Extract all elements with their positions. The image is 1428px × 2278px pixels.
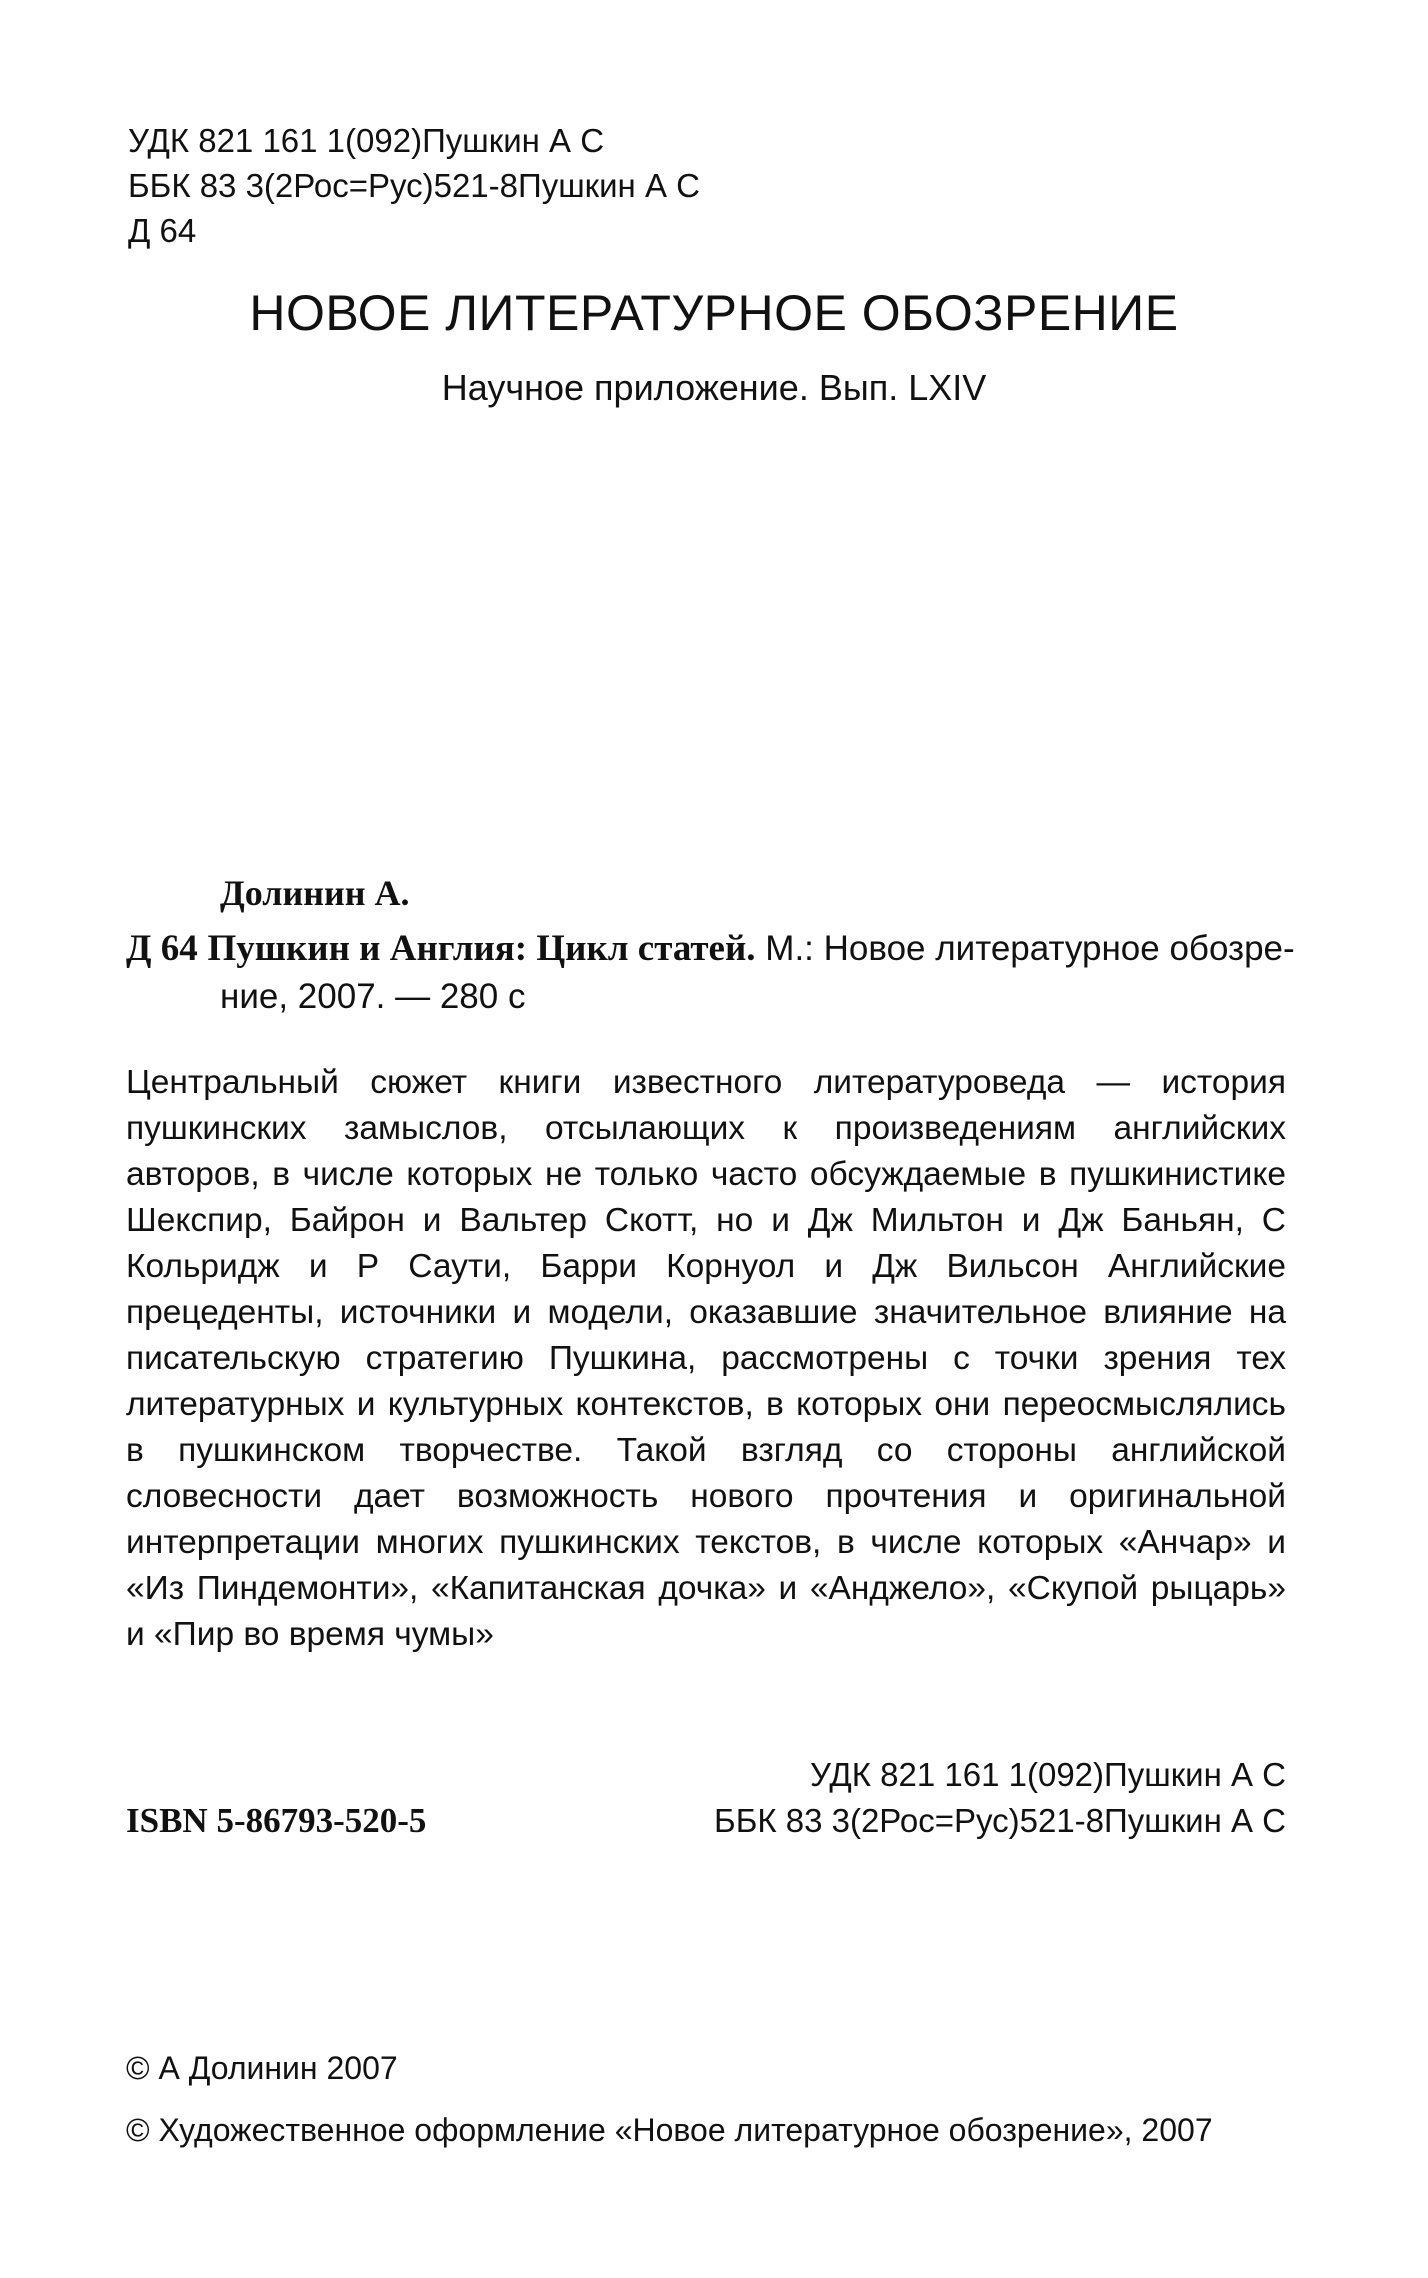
bibliographic-record xyxy=(126,925,1295,1021)
series-title: НОВОЕ ЛИТЕРАТУРНОЕ ОБОЗРЕНИЕ xyxy=(249,285,1179,341)
udk-code-bottom: УДК 821 161 1(092)Пушкин А С xyxy=(809,1756,1286,1793)
record-author: Долинин А. xyxy=(220,873,410,913)
author-mark: Д 64 xyxy=(128,212,197,249)
record-imprint-start: М.: Новое литературное обозре- xyxy=(765,929,1295,968)
annotation-paragraph: Центральный сюжет книги известного литературоведа — история пушкинских замыслов, отсылающих к произведениям английских авторов, в числе которых не только часто обсуждаемые в пушкинистике Шекспир, Байрон и Вальтер Скотт, но и Дж Мильтон и Дж Баньян, С Кольридж и Р Саути, Барри Корнуол и Дж Вильсон Английские прецеденты, источники и модели, оказавшие значительное влияние на писательскую стратегию Пушкина, рассмотрены с точки зрения тех литературных и культурных контекстов, в которых они переосмыслялись в пушкинском творчестве. Такой взгляд со стороны английской словесности дает возможность нового прочтения и оригинальной интерпретации многих пушкинских текстов, в числе которых «Анчар» и «Из Пиндемонти», «Капитанская дочка» и «Анджело», «Скупой рыцарь» и «Пир во время чумы» xyxy=(126,1064,1286,1653)
classification-bottom xyxy=(714,1752,1286,1844)
copyright-design: © Художественное оформление «Новое литературное обозрение», 2007 xyxy=(126,2112,1213,2148)
record-title: Пушкин и Англия: Цикл статей. xyxy=(207,928,756,969)
isbn: ISBN 5-86793-520-5 xyxy=(126,1801,427,1840)
udk-code: УДК 821 161 1(092)Пушкин А С xyxy=(128,122,605,159)
record-code: Д 64 xyxy=(126,928,198,969)
bbk-code: ББК 83 3(2Рос=Рус)521-8Пушкин А С xyxy=(128,167,700,204)
bbk-code-bottom: ББК 83 3(2Рос=Рус)521-8Пушкин А С xyxy=(714,1802,1286,1839)
series-subtitle: Научное приложение. Вып. LXIV xyxy=(441,367,987,408)
copyright-author: © А Долинин 2007 xyxy=(126,2050,398,2086)
record-imprint-end: ние, 2007. — 280 с xyxy=(220,977,526,1016)
copyrights xyxy=(126,2037,1213,2161)
classification-top xyxy=(128,118,700,253)
